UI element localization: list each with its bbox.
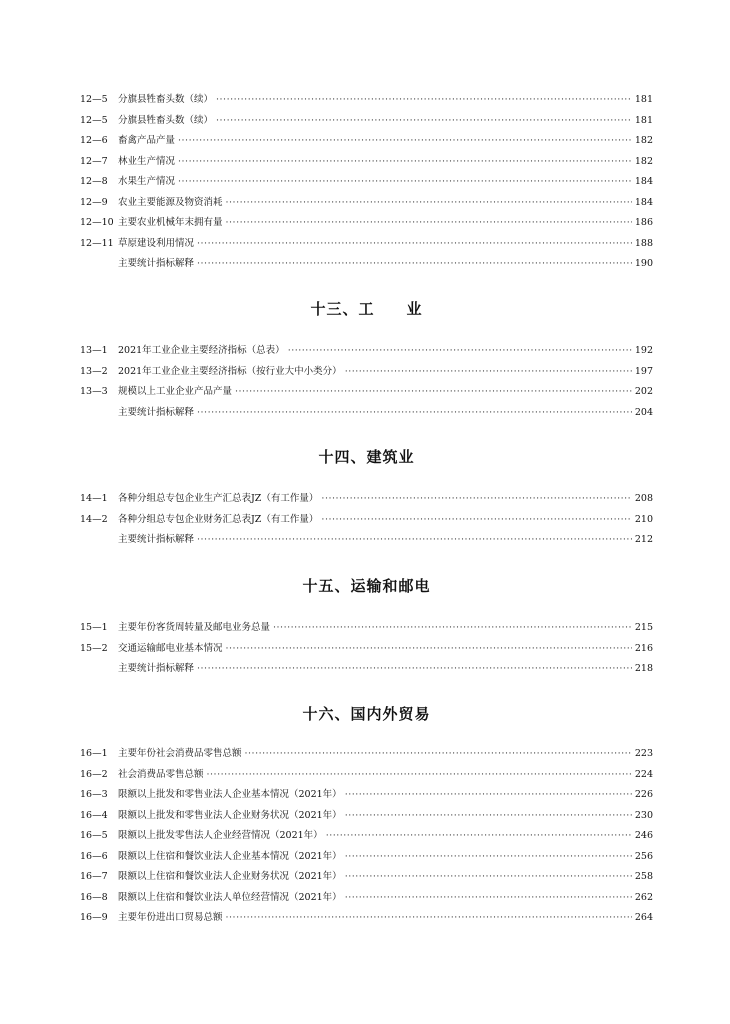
- leader-dots: [197, 234, 632, 255]
- toc-entry[interactable]: [80, 867, 653, 888]
- entry-number: 16—9: [80, 912, 108, 923]
- leader-dots: [321, 510, 631, 531]
- entry-title: 畜禽产品产量: [118, 135, 176, 146]
- entry-title: 分旗县牲畜头数（续）: [118, 94, 214, 105]
- entry-title: 水果生产情况: [118, 176, 176, 187]
- toc-entry[interactable]: [80, 111, 653, 132]
- leader-dots: [345, 847, 632, 868]
- entry-number: 16—6: [80, 850, 108, 862]
- leader-dots: [245, 744, 632, 765]
- leader-dots: [226, 639, 632, 660]
- entry-page: 208: [634, 493, 653, 504]
- entry-number: 13—3: [80, 386, 108, 397]
- entry-page: 224: [634, 768, 653, 780]
- toc-entry[interactable]: [80, 152, 653, 173]
- entry-page: 262: [634, 891, 653, 903]
- toc-section-13: [80, 341, 653, 423]
- entry-title: 限额以上批发和零售业法人企业基本情况（2021年）: [118, 789, 342, 800]
- entry-title: 限额以上批发和零售业法人企业财务状况（2021年）: [118, 809, 342, 821]
- entry-title: 分旗县牲畜头数（续）: [118, 114, 214, 126]
- entry-number: 12—11: [80, 237, 114, 249]
- toc-entry[interactable]: [80, 131, 653, 152]
- entry-page: 226: [634, 789, 653, 800]
- entry-number: 13—2: [80, 365, 108, 377]
- toc-entry[interactable]: [80, 172, 653, 193]
- entry-page: 197: [634, 365, 653, 377]
- leader-dots: [345, 362, 632, 383]
- entry-number: 15—1: [80, 622, 108, 633]
- leader-dots: [178, 131, 632, 152]
- toc-entry[interactable]: [80, 213, 653, 234]
- section-heading-14: 十四、建筑业: [318, 448, 415, 466]
- leader-dots: [345, 888, 632, 909]
- entry-page: 223: [634, 748, 653, 759]
- entry-title: 农业主要能源及物资消耗: [118, 196, 223, 208]
- entry-title: 草原建设利用情况: [118, 237, 195, 249]
- entry-page: 210: [634, 513, 653, 525]
- toc-entry[interactable]: [80, 489, 653, 510]
- section-heading-16: 十六、国内外贸易: [302, 705, 431, 723]
- entry-title: 主要统计指标解释: [118, 534, 195, 545]
- toc-entry[interactable]: [80, 744, 653, 765]
- entry-number: 15—2: [80, 642, 108, 654]
- entry-title: 限额以上住宿和餐饮业法人单位经营情况（2021年）: [118, 891, 342, 903]
- leader-dots: [216, 90, 632, 111]
- toc-entry[interactable]: [80, 403, 653, 424]
- toc-section-14: [80, 489, 653, 551]
- toc-entry[interactable]: [80, 254, 653, 275]
- entry-number: 16—1: [80, 748, 108, 759]
- toc-entry[interactable]: [80, 618, 653, 639]
- entry-title: 主要年份客货周转量及邮电业务总量: [118, 622, 271, 633]
- entry-title: 社会消费品零售总额: [118, 768, 204, 780]
- entry-title: 林业生产情况: [118, 155, 176, 167]
- leader-dots: [273, 618, 632, 639]
- entry-page: 184: [634, 196, 653, 208]
- leader-dots: [226, 908, 632, 929]
- toc-section-15: [80, 618, 653, 680]
- entry-page: 190: [634, 258, 653, 269]
- toc-entry[interactable]: [80, 847, 653, 868]
- entry-number: 16—3: [80, 789, 108, 800]
- entry-number: 12—7: [80, 155, 108, 167]
- entry-page: 230: [634, 809, 653, 821]
- leader-dots: [178, 172, 632, 193]
- leader-dots: [321, 489, 631, 510]
- leader-dots: [235, 382, 632, 403]
- entry-page: 182: [634, 155, 653, 167]
- toc-entry[interactable]: [80, 765, 653, 786]
- toc-entry[interactable]: [80, 382, 653, 403]
- entry-number: 13—1: [80, 345, 108, 356]
- entry-title: 限额以上住宿和餐饮业法人企业基本情况（2021年）: [118, 850, 342, 862]
- entry-title: 主要年份社会消费品零售总额: [118, 748, 242, 759]
- entry-number: 14—1: [80, 493, 108, 504]
- entry-number: 12—8: [80, 176, 108, 187]
- toc-entry[interactable]: [80, 908, 653, 929]
- entry-number: 16—8: [80, 891, 108, 903]
- leader-dots: [288, 341, 632, 362]
- toc-entry[interactable]: [80, 826, 653, 847]
- leader-dots: [197, 659, 632, 680]
- toc-section-12: [80, 90, 653, 275]
- entry-title: 主要统计指标解释: [118, 258, 195, 269]
- leader-dots: [207, 765, 632, 786]
- entry-page: 181: [634, 94, 653, 105]
- entry-title: 各种分组总专包企业财务汇总表JZ（有工作量）: [118, 513, 319, 525]
- entry-number: 16—5: [80, 830, 108, 841]
- leader-dots: [197, 403, 632, 424]
- entry-title: 限额以上批发零售法人企业经营情况（2021年）: [118, 830, 323, 841]
- toc-entry[interactable]: [80, 90, 653, 111]
- leader-dots: [345, 806, 632, 827]
- entry-page: 256: [634, 850, 653, 862]
- section-heading-15: 十五、运输和邮电: [302, 577, 431, 595]
- toc-entry[interactable]: [80, 659, 653, 680]
- entry-page: 216: [634, 642, 653, 654]
- entry-title: 各种分组总专包企业生产汇总表JZ（有工作量）: [118, 493, 319, 504]
- entry-number: 16—2: [80, 768, 108, 780]
- leader-dots: [226, 193, 632, 214]
- toc-entry[interactable]: [80, 510, 653, 531]
- section-heading-13: 十三、工 业: [310, 300, 423, 318]
- entry-page: 264: [634, 912, 653, 923]
- entry-number: 16—4: [80, 809, 108, 821]
- leader-dots: [178, 152, 632, 173]
- entry-page: 215: [634, 622, 653, 633]
- entry-page: 218: [634, 663, 653, 674]
- entry-title: 交通运输邮电业基本情况: [118, 642, 223, 654]
- leader-dots: [345, 785, 632, 806]
- toc-entry[interactable]: [80, 806, 653, 827]
- entry-title: 2021年工业企业主要经济指标（按行业大中小类分）: [118, 365, 342, 377]
- toc-entry[interactable]: [80, 530, 653, 551]
- toc-entry[interactable]: [80, 362, 653, 383]
- entry-page: 182: [634, 135, 653, 146]
- entry-title: 2021年工业企业主要经济指标（总表）: [118, 345, 285, 356]
- entry-title: 主要年份进出口贸易总额: [118, 912, 223, 923]
- leader-dots: [197, 254, 632, 275]
- entry-page: 202: [634, 386, 653, 397]
- leader-dots: [226, 213, 632, 234]
- entry-title: 限额以上住宿和餐饮业法人企业财务状况（2021年）: [118, 871, 342, 882]
- entry-page: 181: [634, 114, 653, 126]
- leader-dots: [197, 530, 632, 551]
- entry-title: 主要统计指标解释: [118, 406, 195, 418]
- entry-page: 258: [634, 871, 653, 882]
- entry-number: 12—6: [80, 135, 108, 146]
- entry-page: 204: [634, 406, 653, 418]
- entry-number: 16—7: [80, 871, 108, 882]
- entry-page: 246: [634, 830, 653, 841]
- entry-page: 184: [634, 176, 653, 187]
- leader-dots: [326, 826, 632, 847]
- toc-entry[interactable]: [80, 888, 653, 909]
- entry-page: 186: [634, 217, 653, 228]
- toc-entry[interactable]: [80, 234, 653, 255]
- leader-dots: [216, 111, 632, 132]
- entry-number: 14—2: [80, 513, 108, 525]
- entry-page: 192: [634, 345, 653, 356]
- leader-dots: [345, 867, 632, 888]
- entry-title: 主要统计指标解释: [118, 663, 195, 674]
- entry-title: 规模以上工业企业产品产量: [118, 386, 233, 397]
- entry-page: 188: [634, 237, 653, 249]
- toc-entry[interactable]: [80, 639, 653, 660]
- toc-section-16: [80, 744, 653, 929]
- toc-entry[interactable]: [80, 341, 653, 362]
- entry-number: 12—5: [80, 114, 108, 126]
- entry-number: 12—10: [80, 217, 114, 228]
- toc-entry[interactable]: [80, 193, 653, 214]
- entry-number: 12—9: [80, 196, 108, 208]
- entry-page: 212: [634, 534, 653, 545]
- entry-title: 主要农业机械年末拥有量: [118, 217, 223, 228]
- entry-number: 12—5: [80, 94, 108, 105]
- toc-entry[interactable]: [80, 785, 653, 806]
